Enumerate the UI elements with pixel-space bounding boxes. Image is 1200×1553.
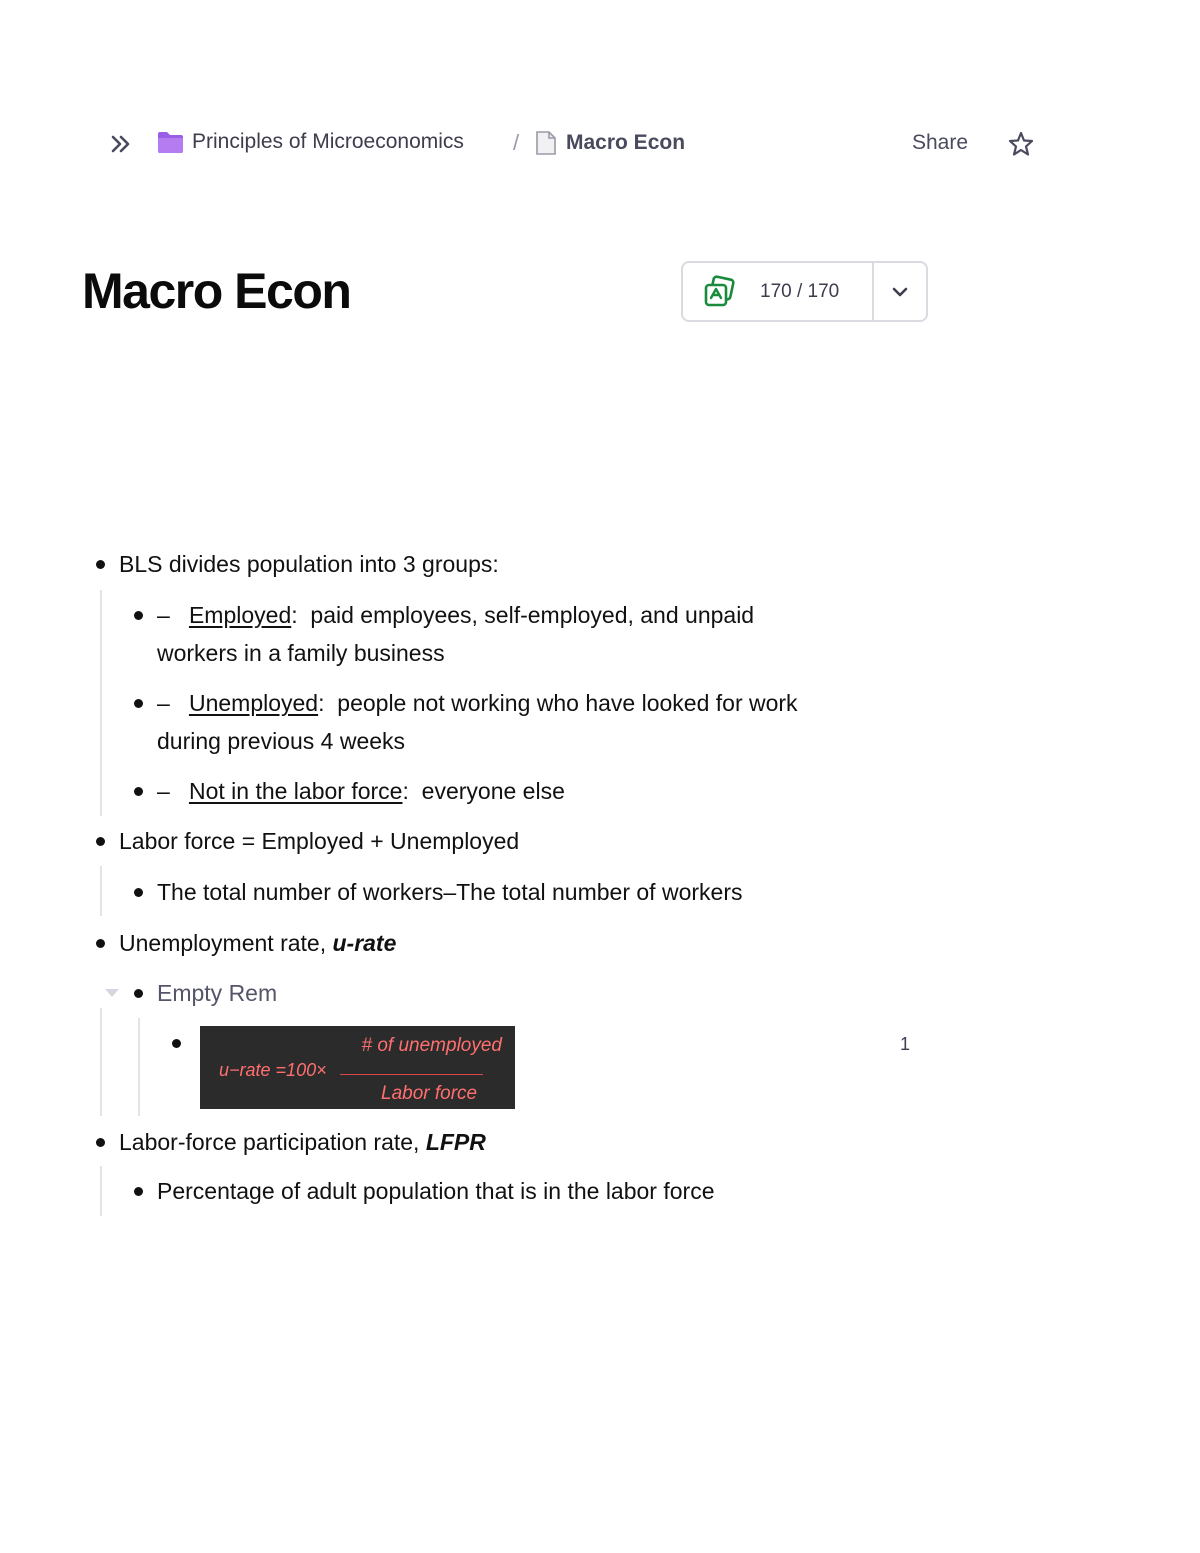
colon: : — [318, 690, 325, 716]
label: Unemployment rate, — [119, 930, 333, 956]
breadcrumb-parent[interactable] — [157, 130, 464, 154]
top-bar — [0, 0, 1200, 290]
breadcrumb-current-label: Macro Econ — [566, 131, 686, 154]
term-employed: Employed — [188, 602, 292, 628]
u-rate-formula[interactable] — [200, 1026, 515, 1109]
share-button[interactable]: Share — [912, 131, 969, 154]
bullet-employed[interactable] — [134, 611, 143, 620]
bullet-n4[interactable] — [96, 1138, 105, 1147]
colon: : — [402, 778, 409, 804]
indent-guide-n1 — [100, 590, 102, 816]
rem-total-workers[interactable]: The total number of workers–The total number of workers — [157, 879, 743, 905]
rem-empty[interactable]: Empty Rem — [157, 980, 278, 1006]
dash: – — [157, 778, 170, 804]
indent-guide-n4 — [100, 1166, 102, 1216]
practice-flashcards-button[interactable] — [683, 263, 874, 320]
rem-labor-force[interactable]: Labor force = Employed + Unemployed — [119, 828, 520, 854]
indent-guide-n3 — [100, 1008, 102, 1116]
rem-percentage-adult[interactable]: Percentage of adult population that is in the labor force — [157, 1178, 715, 1204]
reference-count[interactable]: 1 — [900, 1034, 911, 1054]
collapse-triangle-icon[interactable] — [103, 987, 121, 999]
page-title: Macro Econ — [82, 263, 351, 319]
rem-unemployed-line2: during previous 4 weeks — [157, 728, 406, 754]
folder-icon — [157, 130, 184, 154]
indent-guide-empty-rem — [138, 1018, 140, 1116]
breadcrumb-parent-label: Principles of Microeconomics — [192, 130, 464, 153]
rem-employed[interactable] — [157, 596, 754, 634]
flashcard-count: 170 / 170 — [760, 280, 840, 302]
bullet-n2[interactable] — [96, 837, 105, 846]
term-unemployed: Unemployed — [188, 690, 319, 716]
bullet-not-in-labor-force[interactable] — [134, 787, 143, 796]
rem-unemployment-rate[interactable] — [119, 924, 396, 962]
bullet-empty-rem[interactable] — [134, 989, 143, 998]
flashcard-options-dropdown[interactable] — [874, 263, 926, 320]
breadcrumb-separator: / — [513, 130, 520, 155]
bullet-formula[interactable] — [172, 1039, 181, 1048]
definition: everyone else — [408, 778, 565, 804]
rem-unemployed[interactable] — [157, 684, 798, 722]
flashcards-icon — [702, 275, 736, 309]
term-lfpr: LFPR — [425, 1129, 486, 1155]
rem-employed-line2: workers in a family business — [157, 640, 445, 666]
chevron-down-icon — [891, 286, 909, 298]
breadcrumb-current[interactable] — [534, 130, 685, 156]
term-not-in-labor-force: Not in the labor force — [188, 778, 403, 804]
colon: : — [291, 602, 298, 628]
rem-not-in-labor-force[interactable] — [157, 772, 565, 810]
star-icon[interactable] — [1007, 130, 1035, 158]
formula-lhs: u−rate =100× — [219, 1060, 327, 1080]
dash: – — [157, 690, 170, 716]
bullet-n1[interactable] — [96, 560, 105, 569]
label: Labor-force participation rate, — [119, 1129, 426, 1155]
term-u-rate: u-rate — [332, 930, 397, 956]
bullet-unemployed[interactable] — [134, 699, 143, 708]
bullet-total-workers[interactable] — [134, 888, 143, 897]
bullet-percentage[interactable] — [134, 1187, 143, 1196]
fraction-bar — [340, 1074, 483, 1075]
dash: – — [157, 602, 170, 628]
expand-sidebar-icon[interactable] — [108, 131, 134, 157]
flashcard-counter — [681, 261, 928, 322]
definition: paid employees, self-employed, and unpaid — [297, 602, 755, 628]
indent-guide-n2 — [100, 866, 102, 916]
formula-numerator: # of unemployed — [361, 1035, 502, 1056]
bullet-n3[interactable] — [96, 939, 105, 948]
document-icon — [534, 130, 558, 156]
rem-lfpr[interactable] — [119, 1123, 486, 1161]
formula-denominator: Labor force — [381, 1083, 478, 1104]
rem-bls-groups[interactable]: BLS divides population into 3 groups: — [119, 551, 499, 577]
definition: people not working who have looked for work — [324, 690, 798, 716]
